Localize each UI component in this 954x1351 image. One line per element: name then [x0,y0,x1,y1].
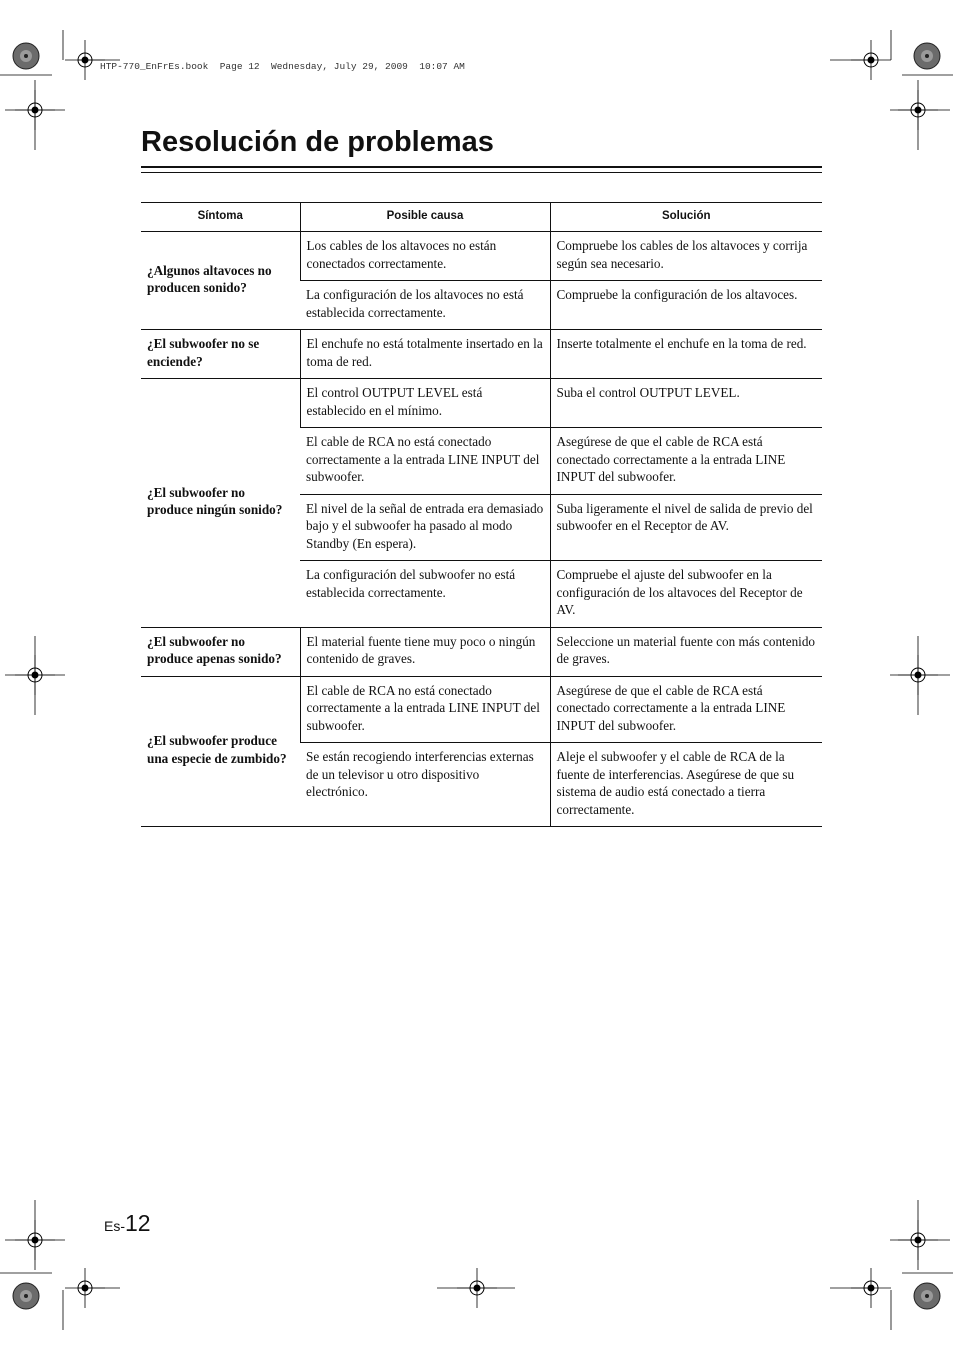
solution-cell: Compruebe el ajuste del subwoofer en la configuración de los altavoces del Receptor de AV. [550,561,822,628]
page-number-value: 12 [125,1210,151,1236]
symptom-cell: ¿El subwoofer no produce ningún sonido? [141,379,300,628]
solution-cell: Compruebe los cables de los altavoces y corrija según sea necesario. [550,232,822,281]
table-row [141,330,822,379]
solution-cell: Compruebe la configuración de los altavoces. [550,281,822,330]
cause-cell: El control OUTPUT LEVEL está establecido en el mínimo. [300,379,550,428]
page-number [104,1210,151,1237]
page-number-prefix: Es- [104,1218,125,1234]
cause-cell: El nivel de la señal de entrada era demasiado bajo y el subwoofer ha pasado al modo Standby (En espera). [300,494,550,561]
solution-cell: Suba ligeramente el nivel de salida de previo del subwoofer en el Receptor de AV. [550,494,822,561]
solution-cell: Asegúrese de que el cable de RCA está conectado correctamente a la entrada LINE INPUT del subwoofer. [550,428,822,495]
symptom-cell: ¿Algunos altavoces no producen sonido? [141,232,300,330]
cause-cell: Se están recogiendo interferencias externas de un televisor u otro dispositivo electrónico. [300,743,550,827]
header-symptom: Síntoma [141,203,300,232]
solution-cell: Inserte totalmente el enchufe en la toma de red. [550,330,822,379]
cause-cell: El enchufe no está totalmente insertado en la toma de red. [300,330,550,379]
table-header-row [141,203,822,232]
symptom-cell: ¿El subwoofer no produce apenas sonido? [141,627,300,676]
symptom-cell: ¿El subwoofer no se enciende? [141,330,300,379]
cause-cell: La configuración del subwoofer no está establecida correctamente. [300,561,550,628]
cause-cell: El material fuente tiene muy poco o ningún contenido de graves. [300,627,550,676]
troubleshooting-table [141,202,822,827]
table-row [141,676,822,743]
table-row [141,627,822,676]
solution-cell: Suba el control OUTPUT LEVEL. [550,379,822,428]
solution-cell: Seleccione un material fuente con más contenido de graves. [550,627,822,676]
solution-cell: Aleje el subwoofer y el cable de RCA de la fuente de interferencias. Asegúrese de que su sistema de audio está conectado a tierra correctamente. [550,743,822,827]
table-row [141,379,822,428]
title-rule-thin [141,172,822,173]
page-title: Resolución de problemas [141,126,494,158]
cause-cell: Los cables de los altavoces no están conectados correctamente. [300,232,550,281]
header-cause: Posible causa [300,203,550,232]
file-header-line: HTP-770_EnFrEs.book Page 12 Wednesday, July 29, 2009 10:07 AM [100,61,465,72]
cause-cell: El cable de RCA no está conectado correctamente a la entrada LINE INPUT del subwoofer. [300,428,550,495]
cause-cell: El cable de RCA no está conectado correctamente a la entrada LINE INPUT del subwoofer. [300,676,550,743]
symptom-cell: ¿El subwoofer produce una especie de zumbido? [141,676,300,827]
table-row [141,232,822,281]
title-rule-thick [141,166,822,168]
cause-cell: La configuración de los altavoces no está establecida correctamente. [300,281,550,330]
header-solution: Solución [550,203,822,232]
solution-cell: Asegúrese de que el cable de RCA está conectado correctamente a la entrada LINE INPUT del subwoofer. [550,676,822,743]
